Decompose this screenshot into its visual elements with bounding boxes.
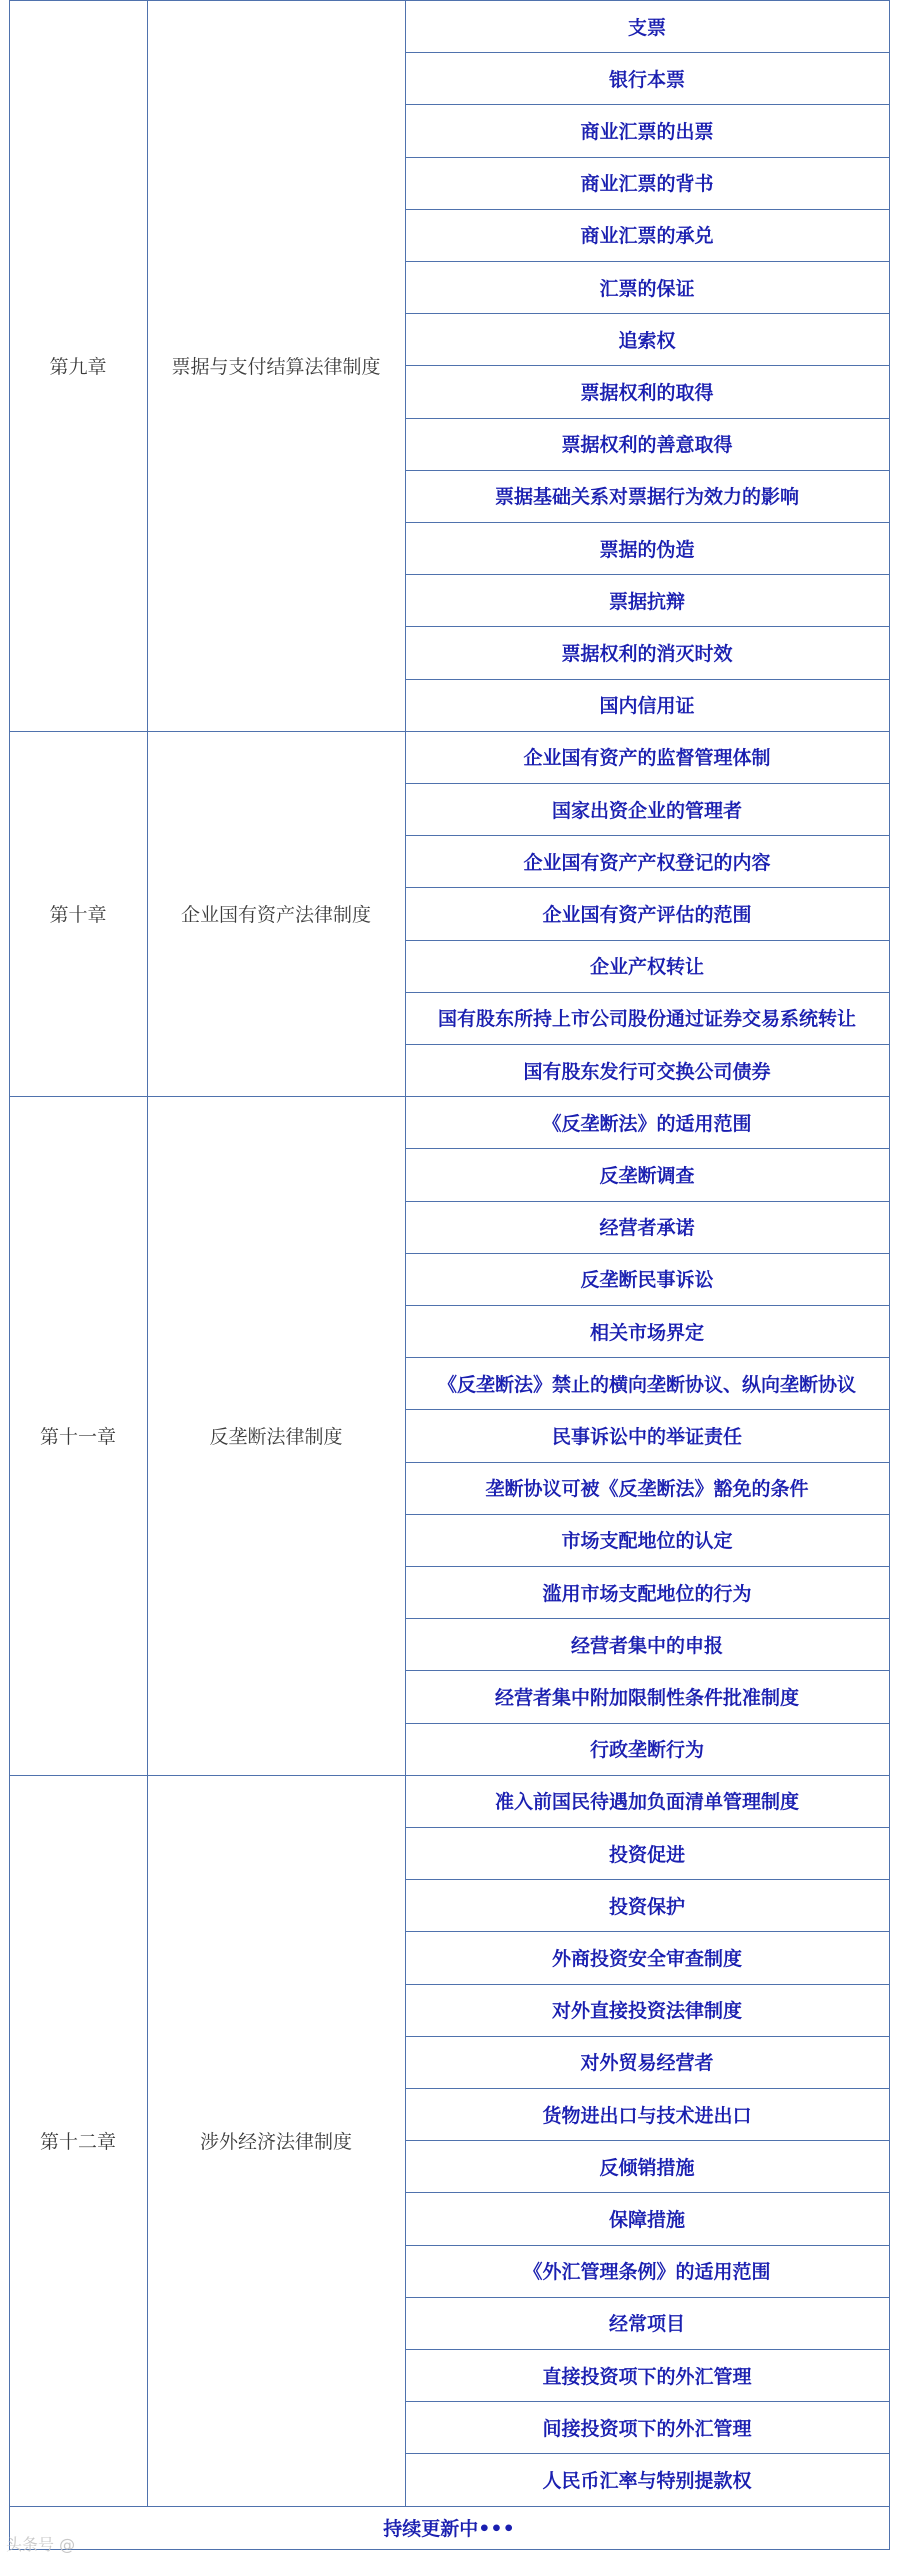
- chapter-label: 第九章: [49, 355, 107, 378]
- topic-item: 票据的伪造: [599, 538, 695, 561]
- topic-item: 银行本票: [608, 68, 685, 91]
- topic-item: 经营者集中附加限制性条件批准制度: [494, 1686, 799, 1709]
- topic-item: 商业汇票的背书: [580, 173, 714, 196]
- row-divider: [9, 2549, 890, 2550]
- watermark: 头条号 @: [6, 2535, 76, 2554]
- topic-item: 行政垄断行为: [589, 1739, 704, 1762]
- topic-item: 货物进出口与技术进出口: [542, 2104, 752, 2127]
- topic-item: 反垄断民事诉讼: [580, 1269, 714, 1292]
- topic-item: 企业国有资产评估的范围: [542, 903, 752, 926]
- topic-item: 国内信用证: [599, 695, 695, 718]
- topic-item: 反垄断调查: [599, 1164, 695, 1187]
- topic-item: 市场支配地位的认定: [561, 1530, 733, 1553]
- topic-item: 《反垄断法》禁止的横向垄断协议、纵向垄断协议: [437, 1373, 856, 1396]
- outline-table: [9, 0, 889, 2557]
- topic-item: 滥用市场支配地位的行为: [542, 1582, 752, 1605]
- topic-item: 民事诉讼中的举证责任: [551, 1425, 742, 1448]
- topic-item: 国有股东所持上市公司股份通过证券交易系统转让: [437, 1008, 856, 1031]
- topic-item: 支票: [627, 16, 666, 39]
- topic-item: 《外汇管理条例》的适用范围: [523, 2261, 771, 2284]
- topic-item: 垄断协议可被《反垄断法》豁免的条件: [485, 1478, 809, 1501]
- topic-item: 票据抗辩: [608, 590, 685, 613]
- topic-item: 保障措施: [608, 2208, 685, 2231]
- topic-item: 商业汇票的承兑: [580, 225, 714, 248]
- topic-item: 经营者集中的申报: [570, 1634, 723, 1657]
- topic-item: 经营者承诺: [599, 1217, 695, 1240]
- topic-item: 票据权利的消灭时效: [561, 642, 733, 665]
- topic-item: 追索权: [618, 329, 676, 352]
- chapter-label: 第十二章: [39, 2130, 116, 2153]
- topic-item: 国家出资企业的管理者: [551, 799, 742, 822]
- topic-item: 票据权利的善意取得: [561, 434, 733, 457]
- topic-item: 直接投资项下的外汇管理: [542, 2365, 752, 2388]
- topic-item: 对外直接投资法律制度: [551, 2000, 742, 2023]
- topic-item: 《反垄断法》的适用范围: [542, 1112, 752, 1135]
- chapter-title: 涉外经济法律制度: [199, 2130, 352, 2153]
- topic-item: 企业产权转让: [589, 956, 704, 979]
- chapter-title: 企业国有资产法律制度: [180, 903, 371, 926]
- topic-item: 企业国有资产的监督管理体制: [523, 747, 771, 770]
- column-divider: [889, 0, 890, 2550]
- chapter-title: 票据与支付结算法律制度: [171, 355, 381, 378]
- topic-item: 准入前国民待遇加负面清单管理制度: [494, 1791, 799, 1814]
- topic-item: 经常项目: [608, 2313, 685, 2336]
- topic-item: 人民币汇率与特别提款权: [542, 2469, 752, 2492]
- topic-item: 外商投资安全审查制度: [551, 1947, 742, 1970]
- chapter-title: 反垄断法律制度: [209, 1425, 343, 1448]
- chapter-label: 第十一章: [39, 1425, 116, 1448]
- topic-item: 对外贸易经营者: [580, 2052, 714, 2075]
- topic-item: 相关市场界定: [589, 1321, 704, 1344]
- chapter-label: 第十章: [49, 903, 107, 926]
- topic-item: 票据基础关系对票据行为效力的影响: [494, 486, 799, 509]
- topic-item: 企业国有资产产权登记的内容: [523, 851, 771, 874]
- update-status: 持续更新中•••: [383, 2517, 515, 2540]
- topic-item: 国有股东发行可交换公司债券: [523, 1060, 771, 1083]
- topic-item: 汇票的保证: [599, 277, 695, 300]
- topic-item: 间接投资项下的外汇管理: [542, 2417, 752, 2440]
- topic-item: 商业汇票的出票: [580, 120, 714, 143]
- topic-item: 投资保护: [608, 1895, 685, 1918]
- topic-item: 投资促进: [608, 1843, 685, 1866]
- topic-item: 反倾销措施: [599, 2156, 695, 2179]
- topic-item: 票据权利的取得: [580, 381, 714, 404]
